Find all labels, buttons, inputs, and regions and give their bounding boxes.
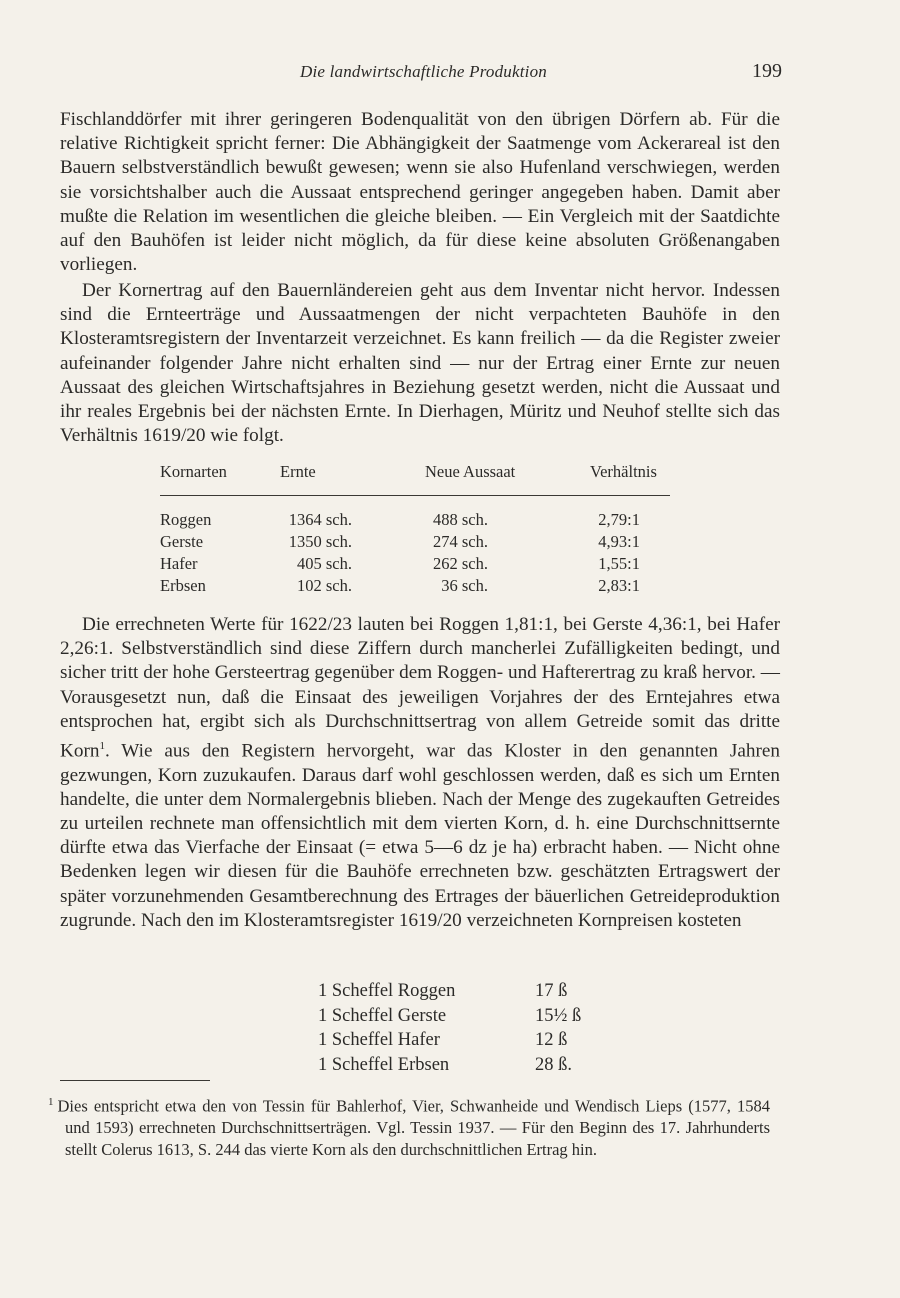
yield-table bbox=[160, 462, 670, 595]
price-row bbox=[318, 1006, 618, 1031]
cell-harvest: 405 sch. bbox=[297, 554, 352, 573]
cell-harvest: 102 sch. bbox=[297, 576, 352, 595]
cell-ratio: 2,79:1 bbox=[598, 510, 640, 529]
paragraph-3-part-b: . Wie aus den Registern hervorgeht, war das Kloster in den genannten Jahren gezwungen, Korn zuzukaufen. Daraus darf wohl geschlossen werden, daß es sich um Ernten handelte, die unter dem Normalergebnis blieben. Nach der Menge des zugekauften Getreides zu urteilen rechnete man offensichtlich mit dem vierten Korn, d. h. eine Durchschnittsernte dürfte etwa das Vierfache der Einsaat (= etwa 5—6 dz je ha) erbracht haben. — Nicht ohne Bedenken legen wir diesen für die Bauhöfe errechneten bzw. geschätzten Ertragswert der später vorzunehmenden Gesamtberechnung des Ertrages der bäuerlichen Getreideproduktion zugrunde. Nach den im Klosteramtsregister 1619/20 verzeichneten Kornpreisen kosteten bbox=[60, 740, 780, 931]
cell-ratio: 2,83:1 bbox=[598, 576, 640, 595]
table-row bbox=[160, 510, 670, 532]
price-item: 1 Scheffel Roggen bbox=[318, 981, 456, 1001]
table-header bbox=[160, 462, 670, 492]
footnote-text: Dies entspricht etwa den von Tessin für Bahlerhof, Vier, Schwanheide und Wendisch Lieps (1577, 1584 und 1593) errechneten Durchschnittserträgen. Vgl. Tessin 1937. — Für den Beginn des 17. Jahrhunderts stellt Colerus 1613, S. 244 das vierte Korn als den durchschnittlichen Ertrag hin. bbox=[57, 1096, 770, 1159]
table-rule bbox=[160, 495, 670, 496]
price-row bbox=[318, 981, 618, 1006]
paragraph-2: Der Kornertrag auf den Bauernländereien geht aus dem Inventar nicht hervor. Indessen sind die Ernteerträge und Aussaatmengen der nicht verpachteten Bauhöfe in den Klosteramtsregistern der Inventarzeit verzeichnet. Es kann freilich — da die Register zweier aufeinander folgender Jahre nicht erhalten sind — nur der Ertrag einer Ernte zur neuen Aussaat des gleichen Wirtschaftsjahres in Beziehung gesetzt werden, nicht die Aussaat und ihr reales Ergebnis bei der nächsten Ernte. In Dierhagen, Müritz und Neuhof stellte sich das Verhältnis 1619/20 wie folgt. bbox=[60, 280, 780, 447]
paragraph-3 bbox=[60, 613, 780, 933]
price-row bbox=[318, 1055, 618, 1080]
footnote-divider bbox=[60, 1080, 210, 1081]
price-item: 1 Scheffel Hafer bbox=[318, 1030, 440, 1050]
cell-grain: Roggen bbox=[160, 510, 212, 529]
footnote-reference: 1 bbox=[99, 740, 105, 753]
cell-grain: Hafer bbox=[160, 554, 198, 573]
price-item: 1 Scheffel Erbsen bbox=[318, 1054, 450, 1075]
cell-grain: Erbsen bbox=[160, 576, 206, 595]
col-header-aussaat: Neue Aussaat bbox=[425, 462, 516, 481]
col-header-ernte: Ernte bbox=[280, 462, 316, 481]
paragraph-3-part-a: Die errechneten Werte für 1622/23 lauten bei Roggen 1,81:1, bei Gerste 4,36:1, bei Hafer 2,26:1. Selbstverständlich sind diese Ziffern durch mancherlei Zufälligkeiten bedingt, und sicher tritt der hohe Gersteertrag gegenüber dem Roggen- und Hafterertrag zu kraß hervor. — Vorausgesetzt nun, daß die Einsaat des jeweiligen Vorjahres der des Erntejahres etwa entsprochen hat, ergibt sich als Durchschnittsertrag von allem Getreide somit das dritte Korn bbox=[60, 614, 780, 762]
running-head bbox=[60, 62, 782, 88]
cell-sowing: 274 sch. bbox=[433, 532, 488, 551]
cell-grain: Gerste bbox=[160, 532, 204, 551]
table-row bbox=[160, 576, 670, 598]
footnote-body bbox=[48, 1092, 770, 1160]
table-row bbox=[160, 554, 670, 576]
cell-sowing: 262 sch. bbox=[433, 554, 488, 573]
page-number: 199 bbox=[752, 60, 782, 82]
price-value: 28 ß. bbox=[535, 1054, 572, 1075]
running-head-title: Die landwirtschaftliche Produktion bbox=[300, 62, 547, 81]
col-header-kornarten: Kornarten bbox=[160, 462, 227, 481]
cell-sowing: 488 sch. bbox=[433, 510, 488, 529]
cell-ratio: 4,93:1 bbox=[598, 532, 640, 551]
price-item: 1 Scheffel Gerste bbox=[318, 1005, 447, 1026]
footnote-mark: 1 bbox=[48, 1096, 54, 1108]
footnote bbox=[48, 1092, 770, 1160]
cell-harvest: 1350 sch. bbox=[288, 532, 352, 551]
table-row bbox=[160, 532, 670, 554]
table-body bbox=[160, 510, 670, 598]
cell-sowing: 36 sch. bbox=[441, 576, 488, 595]
price-row bbox=[318, 1030, 618, 1055]
col-header-verhaeltnis: Verhältnis bbox=[590, 462, 657, 481]
cell-harvest: 1364 sch. bbox=[288, 510, 352, 529]
price-value: 12 ß bbox=[535, 1030, 568, 1050]
cell-ratio: 1,55:1 bbox=[598, 554, 640, 573]
paragraph-1: Fischlanddörfer mit ihrer geringeren Bodenqualität von den übrigen Dörfern ab. Für die relative Richtigkeit spricht ferner: Die Abhängigkeit der Saatmenge vom Ackerareal ist den Bauern selbstverständlich bewußt gewesen; wenn sie also Hufenland verschwiegen, werden sie vorsichtshalber auch die Aussaat entsprechend geringer angegeben haben. Damit aber mußte die Relation im wesentlichen die gleiche bleiben. — Ein Vergleich mit der Saatdichte auf den Bauhöfen ist leider nicht möglich, da für diese keine absoluten Größenangaben vorliegen. bbox=[60, 109, 780, 276]
grain-prices bbox=[318, 981, 618, 1079]
price-value: 15½ ß bbox=[535, 1005, 582, 1026]
price-value: 17 ß bbox=[535, 981, 568, 1001]
